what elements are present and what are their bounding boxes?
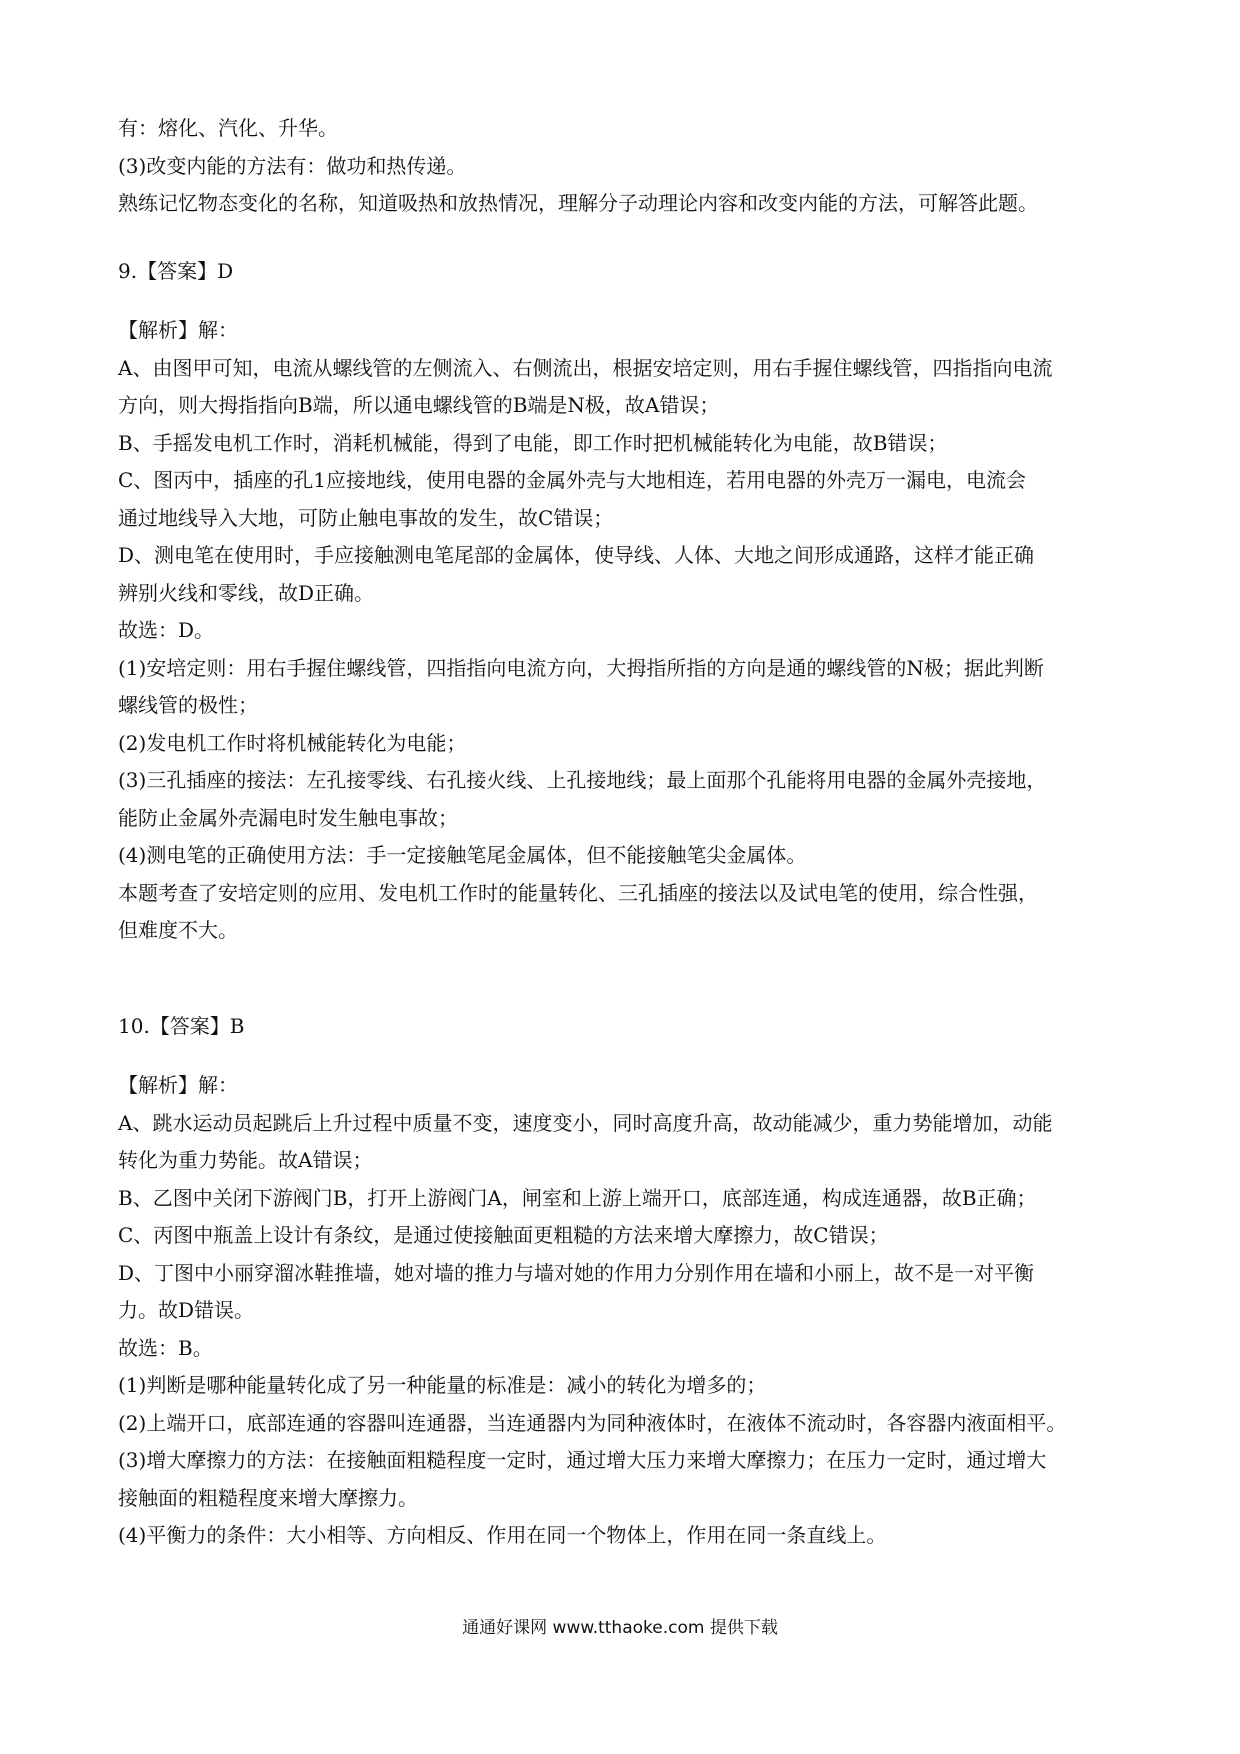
text-line: (4)平衡力的条件：大小相等、方向相反、作用在同一个物体上，作用在同一条直线上。 — [118, 1523, 887, 1547]
text-line: 本题考查了安培定则的应用、发电机工作时的能量转化、三孔插座的接法以及试电笔的使用，综合性强， — [118, 880, 1038, 905]
text-line: 方向，则大拇指指向B端，所以通电螺线管的B端是N极，故A错误； — [118, 393, 720, 417]
answer-heading: 9.【答案】D — [118, 258, 234, 283]
text-line: (1)安培定则：用右手握住螺线管，四指指向电流方向，大拇指所指的方向是通的螺线管的N极；据此判断 — [118, 655, 1044, 680]
text-line: B、手摇发电机工作时，消耗机械能，得到了电能，即工作时把机械能转化为电能，故B错误； — [118, 430, 948, 455]
text-line: 有：熔化、汽化、升华。 — [118, 116, 338, 140]
text-line: 熟练记忆物态变化的名称，知道吸热和放热情况，理解分子动理论内容和改变内能的方法，可解答此题。 — [118, 191, 1038, 215]
analysis-label: 【解析】解： — [118, 1073, 238, 1097]
intro-section — [118, 110, 1128, 223]
text-line: 接触面的粗糙程度来增大摩擦力。 — [118, 1485, 418, 1510]
text-line: (3)改变内能的方法有：做功和热传递。 — [118, 153, 467, 178]
text-line: 辨别火线和零线，故D正确。 — [118, 580, 375, 605]
text-line: (2)发电机工作时将机械能转化为电能； — [118, 730, 467, 755]
text-line: (2)上端开口，底部连通的容器叫连通器，当连通器内为同种液体时，在液体不流动时，各容器内液面相平。 — [118, 1410, 1067, 1435]
text-line: 力。故D错误。 — [118, 1298, 255, 1322]
text-line: 螺线管的极性； — [118, 693, 258, 717]
text-line: (3)增大摩擦力的方法：在接触面粗糙程度一定时，通过增大压力来增大摩擦力；在压力一定时，通过增大 — [118, 1448, 1047, 1472]
text-line: D、测电笔在使用时，手应接触测电笔尾部的金属体，使导线、人体、大地之间形成通路，这样才能正确 — [118, 543, 1035, 567]
text-line: C、图丙中，插座的孔1应接地线，使用电器的金属外壳与大地相连，若用电器的外壳万一漏电，电流会 — [118, 468, 1027, 492]
text-line: C、丙图中瓶盖上设计有条纹，是通过使接触面更粗糙的方法来增大摩擦力，故C错误； — [118, 1223, 889, 1247]
text-line: 故选：D。 — [118, 618, 215, 642]
text-line: (4)测电笔的正确使用方法：手一定接触笔尾金属体，但不能接触笔尖金属体。 — [118, 843, 807, 867]
question-10-section — [118, 1008, 1128, 1555]
text-line: 故选：B。 — [118, 1335, 213, 1360]
text-line: (1)判断是哪种能量转化成了另一种能量的标准是：减小的转化为增多的； — [118, 1373, 767, 1397]
text-line: A、跳水运动员起跳后上升过程中质量不变，速度变小，同时高度升高，故动能减少，重力势能增加，动能 — [118, 1110, 1053, 1135]
page-footer: 通通好课网 www.tthaoke.com 提供下载 — [462, 1618, 778, 1638]
text-line: 通过地线导入大地，可防止触电事故的发生，故C错误； — [118, 505, 614, 530]
text-line: B、乙图中关闭下游阀门B，打开上游阀门A，闸室和上游上端开口，底部连通，构成连通器，故B正确； — [118, 1185, 1037, 1210]
document-page — [118, 110, 1128, 1555]
answer-heading: 10.【答案】B — [118, 1013, 245, 1038]
analysis-label: 【解析】解： — [118, 318, 238, 342]
question-9-section — [118, 253, 1128, 950]
text-line: D、丁图中小丽穿溜冰鞋推墙，她对墙的推力与墙对她的作用力分别作用在墙和小丽上，故不是一对平衡 — [118, 1260, 1035, 1285]
text-line: 能防止金属外壳漏电时发生触电事故； — [118, 805, 458, 830]
text-line: 转化为重力势能。故A错误； — [118, 1148, 373, 1172]
text-line: (3)三孔插座的接法：左孔接零线、右孔接火线、上孔接地线；最上面那个孔能将用电器的金属外壳接地， — [118, 768, 1047, 792]
text-line: A、由图甲可知，电流从螺线管的左侧流入、右侧流出，根据安培定则，用右手握住螺线管，四指指向电流 — [118, 355, 1053, 380]
text-line: 但难度不大。 — [118, 918, 238, 942]
